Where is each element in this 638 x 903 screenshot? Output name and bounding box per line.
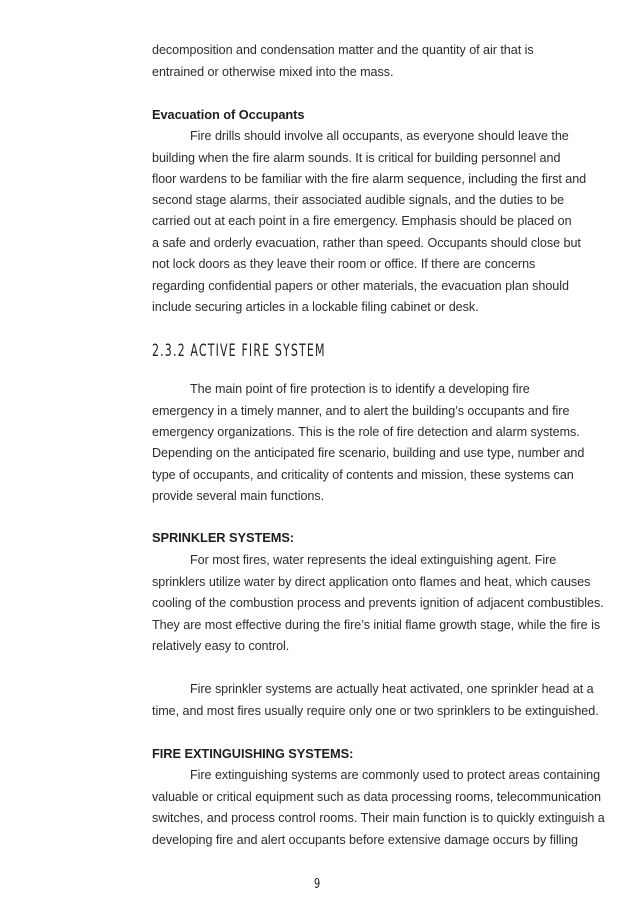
evacuation-line: second stage alarms, their associated audible signals, and the duties to be (152, 193, 565, 207)
section-line: The main point of fire protection is to identify a developing fire (190, 382, 530, 396)
intro-line: entrained or otherwise mixed into the mass. (152, 65, 394, 79)
sprinkler-heading: SPRINKLER SYSTEMS: (152, 530, 295, 545)
section-line: emergency organizations. This is the role of fire detection and alarm systems. (152, 425, 580, 439)
section-heading: 2.3.2 ACTIVE FIRE SYSTEM (152, 341, 326, 361)
section-line: emergency in a timely manner, and to alert the building’s occupants and fire (152, 404, 570, 418)
section-line: type of occupants, and criticality of contents and mission, these systems can (152, 468, 574, 482)
evacuation-line: regarding confidential papers or other materials, the evacuation plan should (152, 279, 569, 293)
evacuation-line: not lock doors as they leave their room or office. If there are concerns (152, 257, 536, 271)
sprinkler-line: relatively easy to control. (152, 639, 290, 653)
evacuation-line: a safe and orderly evacuation, rather than speed. Occupants should close but (152, 236, 581, 250)
sprinkler-line: cooling of the combustion process and prevents ignition of adjacent combustibles. (152, 596, 604, 610)
extinguishing-line: valuable or critical equipment such as data processing rooms, telecommunication (152, 790, 601, 804)
extinguishing-line: switches, and process control rooms. Their main function is to quickly extinguish a (152, 811, 605, 825)
extinguishing-line: Fire extinguishing systems are commonly used to protect areas containing (190, 768, 601, 782)
sprinkler-line: For most fires, water represents the ideal extinguishing agent. Fire (190, 553, 557, 567)
section-line: Depending on the anticipated fire scenario, building and use type, number and (152, 446, 585, 460)
evacuation-line: floor wardens to be familiar with the fire alarm sequence, including the first and (152, 172, 587, 186)
sprinkler-line: time, and most fires usually require only one or two sprinklers to be extinguished. (152, 704, 599, 718)
page-number: 9 (314, 877, 321, 892)
section-line: provide several main functions. (152, 489, 325, 503)
extinguishing-heading: FIRE EXTINGUISHING SYSTEMS: (152, 746, 354, 761)
sprinkler-line: Fire sprinkler systems are actually heat activated, one sprinkler head at a (190, 682, 594, 696)
sprinkler-line: sprinklers utilize water by direct application onto flames and heat, which causes (152, 575, 591, 589)
sprinkler-line: They are most effective during the fire’s initial flame growth stage, while the fire is (152, 618, 601, 632)
evacuation-heading: Evacuation of Occupants (152, 107, 305, 122)
evacuation-line: carried out at each point in a fire emergency. Emphasis should be placed on (152, 214, 572, 228)
extinguishing-line: developing fire and alert occupants before extensive damage occurs by filling (152, 833, 578, 847)
evacuation-line: include securing articles in a lockable filing cabinet or desk. (152, 300, 479, 314)
intro-line: decomposition and condensation matter and the quantity of air that is (152, 43, 534, 57)
evacuation-line: building when the fire alarm sounds. It is critical for building personnel and (152, 151, 561, 165)
evacuation-line: Fire drills should involve all occupants, as everyone should leave the (190, 129, 569, 143)
